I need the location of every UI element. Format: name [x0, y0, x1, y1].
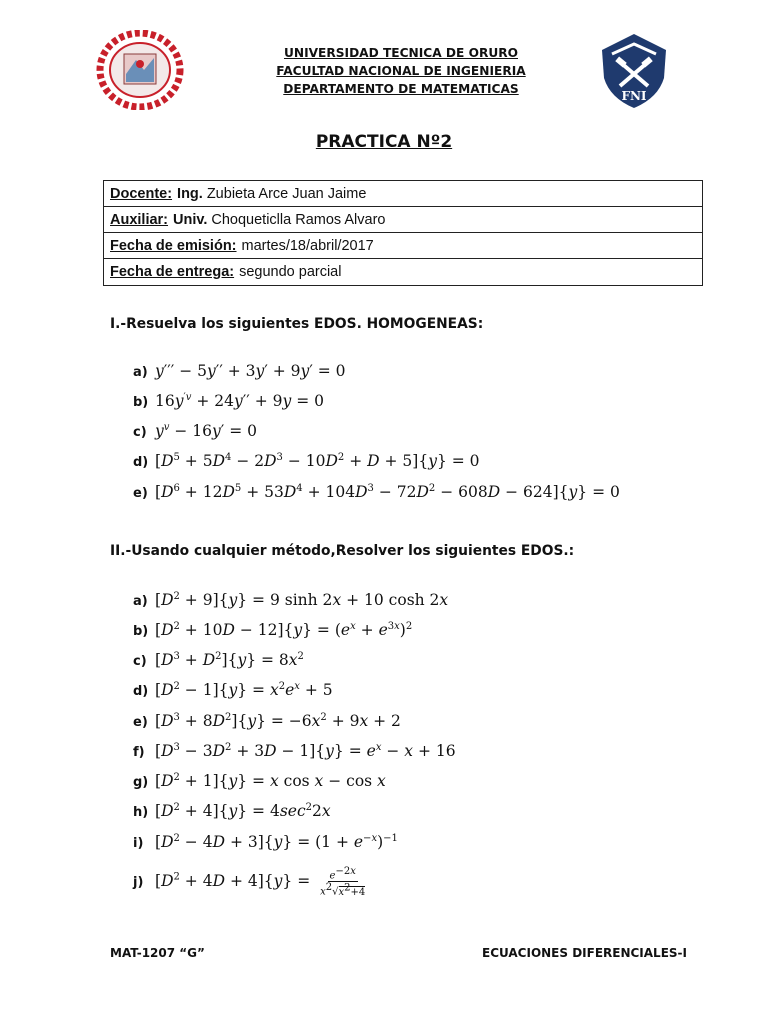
exercise-1d	[133, 452, 480, 470]
exercise-2f	[133, 742, 456, 760]
exercise-1a	[133, 362, 346, 380]
docente-name: Zubieta Arce Juan Jaime	[206, 185, 367, 202]
course-code: MAT-1207 “G”	[110, 946, 205, 960]
section1-title: I.-Resuelva los siguientes EDOS. HOMOGENEAS:	[110, 316, 484, 332]
equation: $[D^3 - 3D^2 + 3D - 1]\{y\} = e^x - x + 16$	[155, 742, 456, 761]
exercise-2g	[133, 772, 386, 790]
equation: $[D^6 + 12D^5 + 53D^4 + 104D^3 - 72D^2 - 608D - 624]\{y\} = 0$	[155, 483, 620, 502]
exercise-2d	[133, 681, 333, 699]
item-label: b)	[133, 395, 149, 411]
item-label: e)	[133, 715, 148, 731]
item-label: i)	[133, 836, 144, 852]
item-label: b)	[133, 624, 149, 640]
docente-label: Docente:	[110, 185, 173, 202]
emision-label: Fecha de emisión:	[110, 237, 237, 254]
auxiliar-label: Auxiliar:	[110, 211, 169, 228]
exercise-2b	[133, 621, 412, 639]
auxiliar-row	[104, 207, 702, 233]
auxiliar-prefix: Univ.	[173, 211, 208, 228]
docente-row	[104, 181, 702, 207]
auxiliar-name: Choqueticlla Ramos Alvaro	[211, 211, 386, 228]
item-label: a)	[133, 365, 148, 380]
equation: $[D^2 + 10D - 12]\{y\} = (e^x + e^{3x})^2$	[155, 621, 413, 640]
equation: $[D^2 - 1]\{y\} = x^2e^x + 5$	[155, 681, 333, 700]
equation: $[D^2 + 4D + 4]\{y\}$ = $\frac{e^{-2x}}{x^2√x^2+4}$	[155, 866, 366, 898]
docente-prefix: Ing.	[177, 185, 203, 202]
exercise-1b	[133, 392, 324, 410]
logo-text: FNI	[621, 89, 647, 103]
equation: $[D^2 + 4]\{y\} = 4\sec^22x$	[155, 802, 331, 821]
item-label: j)	[133, 874, 144, 890]
course-name: ECUACIONES DIFERENCIALES-I	[482, 946, 687, 960]
exercise-2e	[133, 712, 401, 730]
equation: $16y^{'v} + 24y'' + 9y = 0$	[155, 392, 324, 411]
fni-shield-icon	[598, 32, 670, 110]
page-title: PRACTICA Nº2	[315, 132, 453, 152]
item-label: d)	[133, 455, 149, 471]
item-label: a)	[133, 594, 148, 610]
exercise-2j	[133, 866, 367, 898]
section2-title: II.-Usando cualquier método,Resolver los siguientes EDOS.:	[110, 543, 575, 559]
equation: $[D^2 - 4D + 3]\{y\} = (1 + e^{-x})^{-1}$	[155, 833, 398, 852]
entrega-row	[104, 259, 702, 285]
equation: $y^v - 16y' = 0$	[155, 422, 257, 441]
exercise-2c	[133, 651, 304, 669]
equation: $[D^5 + 5D^4 - 2D^3 - 10D^2 + D + 5]\{y\} = 0$	[155, 452, 480, 471]
emision-value: martes/18/abril/2017	[241, 237, 374, 254]
equation: $[D^2 + 1]\{y\} = x$ cos x − cos x	[155, 772, 386, 791]
item-label: h)	[133, 805, 149, 821]
entrega-label: Fecha de entrega:	[110, 264, 235, 280]
exercise-2a	[133, 591, 448, 609]
equation: y′′′ − 5y′′ + 3y′ + 9y′ = 0	[155, 362, 346, 380]
item-label: f)	[133, 745, 145, 761]
institution-header	[200, 44, 602, 98]
info-table	[103, 180, 703, 286]
item-label: g)	[133, 775, 149, 791]
exercise-1c	[133, 422, 257, 440]
equation: $[D^3 + D^2]\{y\} = 8x^2$	[155, 651, 304, 670]
exercise-2h	[133, 802, 331, 820]
equation: $[D^2 + 9]\{y\} = 9$ sinh 2x + 10 cosh 2x	[155, 591, 449, 610]
item-label: e)	[133, 486, 148, 502]
exercise-2i	[133, 833, 398, 851]
equation: $[D^3 + 8D^2]\{y\} = -6x^2 + 9x + 2$	[155, 712, 401, 731]
exercise-1e	[133, 483, 620, 501]
item-label: c)	[133, 425, 147, 441]
university-name: UNIVERSIDAD TECNICA DE ORURO	[283, 46, 518, 60]
faculty-name: FACULTAD NACIONAL DE INGENIERIA	[276, 64, 526, 78]
emision-row	[104, 233, 702, 259]
department-name: DEPARTAMENTO DE MATEMATICAS	[283, 82, 519, 96]
entrega-value: segundo parcial	[239, 264, 342, 280]
item-label: d)	[133, 684, 149, 700]
university-seal-icon	[96, 30, 184, 110]
item-label: c)	[133, 654, 147, 670]
